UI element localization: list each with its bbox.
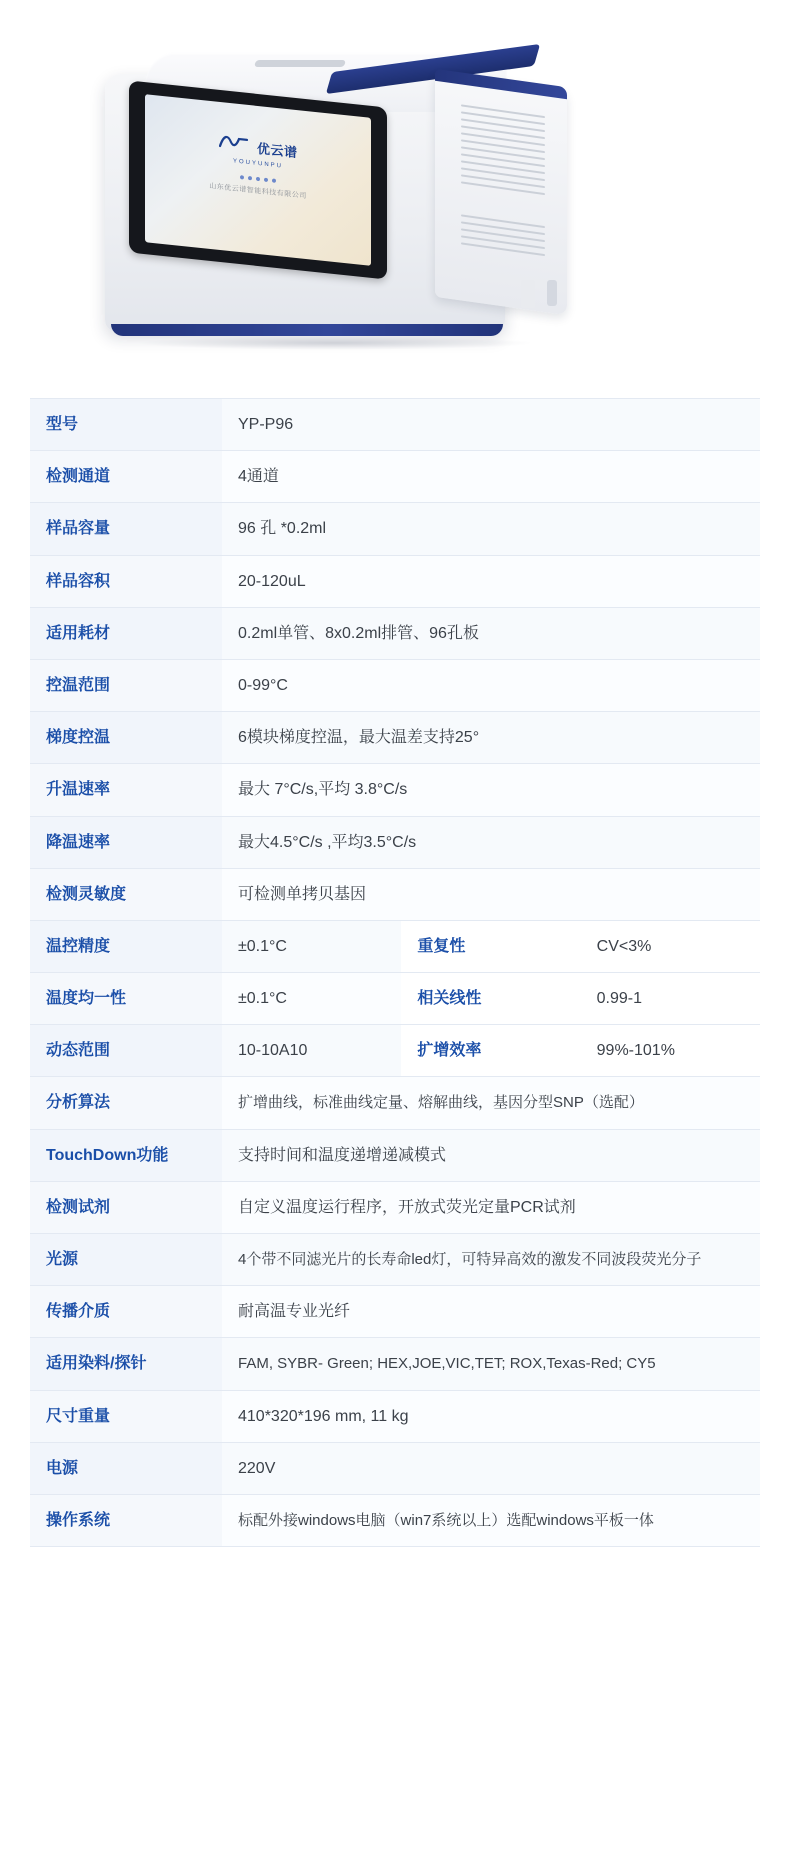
- table-row: [30, 816, 760, 868]
- spec-label: 温控精度: [30, 920, 222, 972]
- brand-pinyin: YOUYUNPU: [232, 158, 283, 170]
- spec-label: 动态范围: [30, 1025, 222, 1077]
- brand-name: 优云谱: [256, 140, 298, 161]
- spec-value: 4通道: [222, 451, 760, 503]
- table-row: [30, 607, 760, 659]
- spec-label: 降温速率: [30, 816, 222, 868]
- table-row: [30, 712, 760, 764]
- spec-value-secondary: 99%-101%: [596, 1042, 675, 1060]
- instrument-shadow: [135, 336, 535, 350]
- table-row: [30, 868, 760, 920]
- spec-value: 0-99°C: [222, 659, 760, 711]
- spec-label: 尺寸重量: [30, 1390, 222, 1442]
- pcr-instrument-illustration: [105, 52, 575, 342]
- table-row: [30, 1338, 760, 1390]
- table-row: [30, 451, 760, 503]
- spec-value: 20-120uL: [222, 555, 760, 607]
- spec-label-secondary: 重复性: [417, 937, 466, 955]
- product-image-area: [0, 0, 790, 392]
- instrument-base-trim: [111, 324, 503, 336]
- table-row: [30, 1181, 760, 1233]
- instrument-screen: [145, 94, 371, 266]
- table-row: [30, 503, 760, 555]
- table-row: [30, 659, 760, 711]
- spec-value: 标配外接windows电脑（win7系统以上）选配windows平板一体: [222, 1494, 760, 1546]
- spec-value: 220V: [222, 1442, 760, 1494]
- spec-label: 温度均一性: [30, 973, 222, 1025]
- spec-value: 410*320*196 mm, 11 kg: [222, 1390, 760, 1442]
- spec-label: 样品容量: [30, 503, 222, 555]
- spec-value: 4个带不同滤光片的长寿命led灯，可特异高效的激发不同波段荧光分子: [222, 1234, 760, 1286]
- spec-label: 操作系统: [30, 1494, 222, 1546]
- table-row: [30, 973, 760, 1025]
- table-row: [30, 1442, 760, 1494]
- ventilation-grille-lower: [461, 214, 545, 266]
- table-row: [30, 1494, 760, 1546]
- instrument-lid-slot: [254, 60, 346, 67]
- instrument-front-label: [521, 280, 535, 308]
- spec-value: 0.2ml单管、8x0.2ml排管、96孔板: [222, 607, 760, 659]
- table-row: [30, 399, 760, 451]
- wave-logo-icon: [219, 132, 249, 158]
- spec-label: 控温范围: [30, 659, 222, 711]
- table-row: [30, 1390, 760, 1442]
- table-row: [30, 1286, 760, 1338]
- spec-label: 检测通道: [30, 451, 222, 503]
- instrument-screen-bezel: [129, 80, 387, 279]
- specification-table: [30, 398, 760, 1547]
- ventilation-grille-upper: [461, 104, 545, 208]
- table-row: [30, 1234, 760, 1286]
- instrument-power-button[interactable]: [547, 280, 557, 306]
- spec-value: 最大4.5°C/s ,平均3.5°C/s: [222, 816, 760, 868]
- table-row: [30, 555, 760, 607]
- spec-value: 96 孔 *0.2ml: [222, 503, 760, 555]
- spec-label: 梯度控温: [30, 712, 222, 764]
- instrument-side-panel: [435, 71, 567, 316]
- spec-value: 自定义温度运行程序，开放式荧光定量PCR试剂: [222, 1181, 760, 1233]
- spec-label: 电源: [30, 1442, 222, 1494]
- spec-label: 适用耗材: [30, 607, 222, 659]
- spec-value: 10-10A10: [222, 1025, 401, 1077]
- spec-label: 样品容积: [30, 555, 222, 607]
- spec-value: 支持时间和温度递增递减模式: [222, 1129, 760, 1181]
- spec-value-secondary: 0.99-1: [596, 990, 643, 1008]
- screen-company-caption: 山东优云谱智能科技有限公司: [209, 182, 307, 201]
- spec-value: ±0.1°C: [222, 973, 401, 1025]
- table-row: [30, 764, 760, 816]
- spec-label: 传播介质: [30, 1286, 222, 1338]
- table-row: [30, 920, 760, 972]
- spec-label-secondary: 扩增效率: [417, 1042, 482, 1060]
- spec-value: FAM, SYBR- Green; HEX,JOE,VIC,TET; ROX,Texas-Red; CY5: [222, 1338, 760, 1390]
- spec-label: TouchDown功能: [30, 1129, 222, 1181]
- table-row: [30, 1129, 760, 1181]
- spec-label: 光源: [30, 1234, 222, 1286]
- spec-value: YP-P96: [222, 399, 760, 451]
- spec-value: 6模块梯度控温，最大温差支持25°: [222, 712, 760, 764]
- table-row: [30, 1077, 760, 1129]
- spec-label: 升温速率: [30, 764, 222, 816]
- spec-label: 检测试剂: [30, 1181, 222, 1233]
- specification-table-body: [30, 399, 760, 1547]
- spec-value: 耐高温专业光纤: [222, 1286, 760, 1338]
- spec-value-secondary: CV<3%: [596, 937, 652, 955]
- table-row: [30, 1025, 760, 1077]
- spec-value: 可检测单拷贝基因: [222, 868, 760, 920]
- spec-value: ±0.1°C: [222, 920, 401, 972]
- spec-label: 型号: [30, 399, 222, 451]
- spec-value: 扩增曲线，标准曲线定量、熔解曲线，基因分型SNP（选配）: [222, 1077, 760, 1129]
- spec-label: 分析算法: [30, 1077, 222, 1129]
- spec-label: 检测灵敏度: [30, 868, 222, 920]
- spec-value: 最大 7°C/s,平均 3.8°C/s: [222, 764, 760, 816]
- spec-label-secondary: 相关线性: [417, 990, 482, 1008]
- spec-label: 适用染料/探针: [30, 1338, 222, 1390]
